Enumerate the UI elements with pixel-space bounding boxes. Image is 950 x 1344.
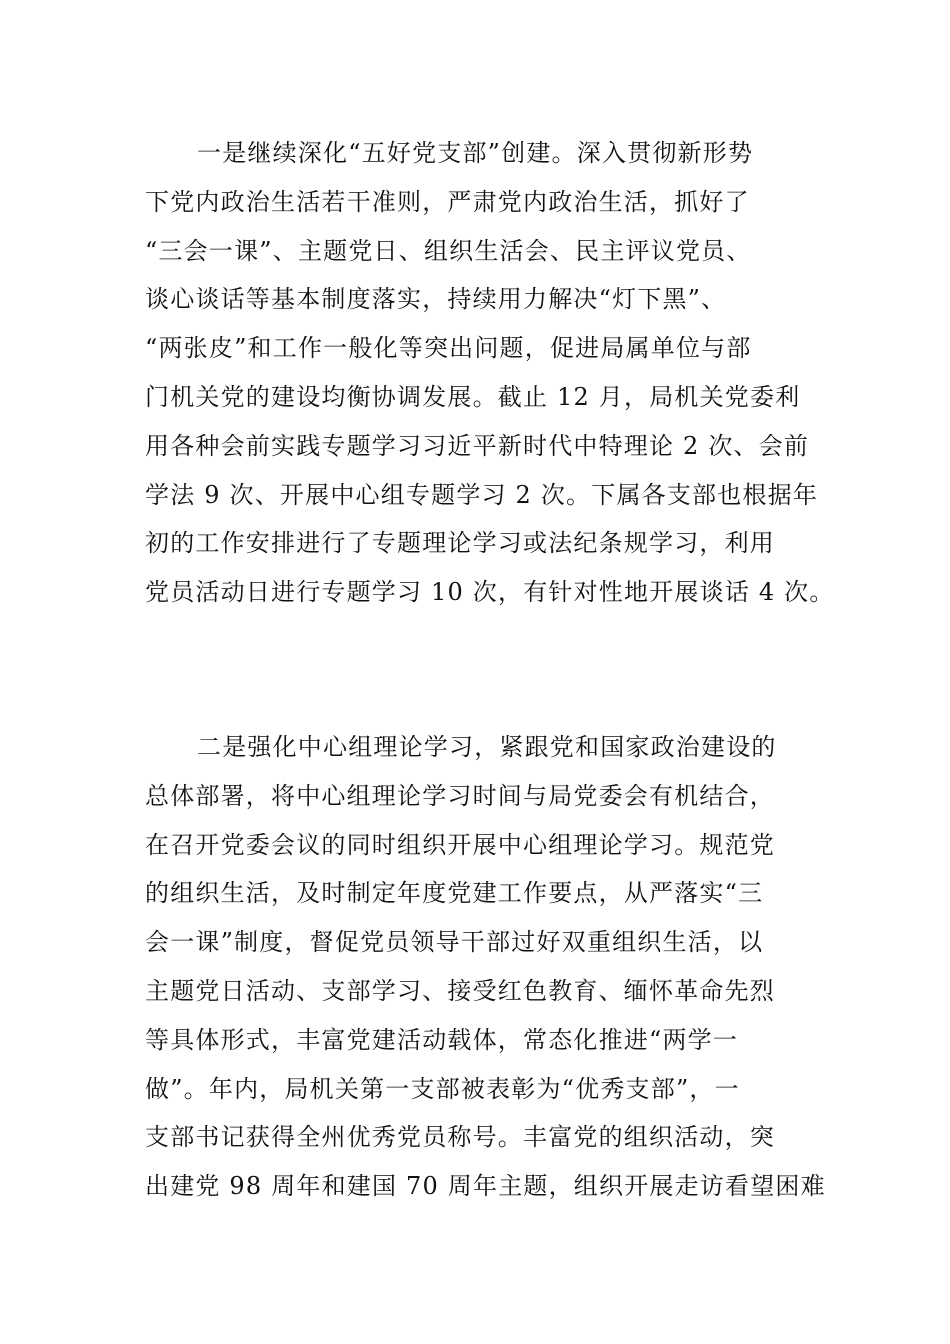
paragraph-1 [145, 129, 835, 617]
text-line: 党员活动日进行专题学习 10 次，有针对性地开展谈话 4 次。 [145, 578, 835, 607]
text-line: 初的工作安排进行了专题理论学习或法纪条规学习，利用 [145, 529, 775, 558]
text-line: 出建党 98 周年和建国 70 周年主题，组织开展走访看望困难 [145, 1172, 826, 1201]
paragraph-2 [145, 723, 825, 1211]
text-line: 学法 9 次、开展中心组专题学习 2 次。下属各支部也根据年 [145, 480, 819, 509]
text-line: “两张皮”和工作一般化等突出问题，促进局属单位与部 [145, 334, 752, 363]
text-line: 做”。年内，局机关第一支部被表彰为“优秀支部”，一 [145, 1074, 740, 1103]
text-line: 在召开党委会议的同时组织开展中心组理论学习。规范党 [145, 830, 775, 859]
text-line: 谈心谈话等基本制度落实，持续用力解决“灯下黑”、 [145, 285, 727, 314]
text-line: 会一课”制度，督促党员领导干部过好双重组织生活，以 [145, 928, 764, 957]
text-line: 二是强化中心组理论学习，紧跟党和国家政治建设的 [197, 733, 777, 761]
text-line: 下党内政治生活若干准则，严肃党内政治生活，抓好了 [145, 187, 750, 216]
text-line: 用各种会前实践专题学习习近平新时代中特理论 2 次、会前 [145, 431, 810, 460]
text-line: 支部书记获得全州优秀党员称号。丰富党的组织活动，突 [145, 1123, 775, 1152]
text-line: 门机关党的建设均衡协调发展。截止 12 月，局机关党委利 [145, 382, 801, 411]
text-line: 一是继续深化“五好党支部”创建。深入贯彻新形势 [197, 139, 754, 167]
text-line: 的组织生活，及时制定年度党建工作要点，从严落实“三 [145, 879, 764, 908]
text-line: 总体部署，将中心组理论学习时间与局党委会有机结合， [145, 781, 775, 810]
text-line: 等具体形式，丰富党建活动载体，常态化推进“两学一 [145, 1025, 739, 1054]
text-line: 主题党日活动、支部学习、接受红色教育、缅怀革命先烈 [145, 976, 775, 1005]
text-line: “三会一课”、主题党日、组织生活会、民主评议党员、 [145, 236, 752, 265]
